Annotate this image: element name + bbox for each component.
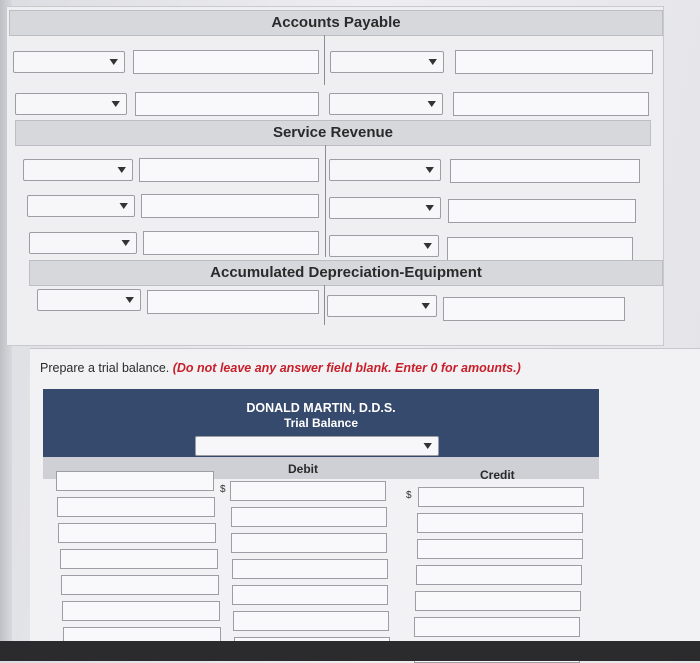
ap-debit-account-select-1[interactable] bbox=[13, 51, 125, 73]
sr-debit-amount-input-2[interactable] bbox=[141, 194, 319, 218]
chevron-down-icon: ▼ bbox=[425, 203, 434, 213]
ap-credit-account-select-2[interactable] bbox=[329, 93, 443, 115]
tb-account-input[interactable] bbox=[58, 523, 216, 543]
debit-column-header: Debit bbox=[288, 462, 318, 476]
currency-symbol: $ bbox=[220, 484, 226, 495]
ad-debit-account-select-1[interactable] bbox=[37, 289, 141, 311]
ap-debit-account-select-2[interactable] bbox=[15, 93, 127, 115]
sr-credit-amount-input-1[interactable] bbox=[450, 159, 640, 183]
tb-account-input[interactable] bbox=[56, 471, 214, 491]
sr-debit-account-select-3[interactable] bbox=[29, 232, 137, 254]
instructions-note: (Do not leave any answer field blank. Enter 0 for amounts.) bbox=[172, 361, 521, 375]
tb-account-input[interactable] bbox=[62, 601, 220, 621]
sr-debit-account-select-1[interactable] bbox=[23, 159, 133, 181]
tb-credit-input[interactable] bbox=[414, 617, 580, 637]
sr-debit-account-select-2[interactable] bbox=[27, 195, 135, 217]
chevron-down-icon: ▼ bbox=[121, 238, 130, 248]
credit-column-header: Credit bbox=[480, 468, 515, 482]
t-account-divider bbox=[325, 145, 326, 257]
chevron-down-icon: ▼ bbox=[427, 99, 436, 109]
sr-credit-amount-input-3[interactable] bbox=[447, 237, 633, 261]
statement-title: Trial Balance bbox=[283, 416, 359, 430]
sr-credit-account-select-3[interactable] bbox=[329, 235, 439, 257]
ad-credit-account-select-1[interactable] bbox=[327, 295, 437, 317]
chevron-down-icon: ▼ bbox=[117, 165, 126, 175]
chevron-down-icon: ▼ bbox=[428, 57, 437, 67]
tb-account-input[interactable] bbox=[60, 549, 218, 569]
sr-credit-account-select-2[interactable] bbox=[329, 197, 441, 219]
instructions-prompt: Prepare a trial balance. bbox=[40, 361, 170, 375]
chevron-down-icon: ▼ bbox=[125, 295, 134, 305]
tb-account-input[interactable] bbox=[61, 575, 219, 595]
t-account-ledger bbox=[6, 6, 664, 346]
chevron-down-icon: ▼ bbox=[423, 441, 432, 451]
trial-balance-section bbox=[30, 348, 700, 642]
tb-credit-input[interactable] bbox=[415, 591, 581, 611]
chevron-down-icon: ▼ bbox=[109, 57, 118, 67]
tb-credit-input[interactable] bbox=[416, 565, 582, 585]
ap-debit-amount-input-1[interactable] bbox=[133, 50, 319, 74]
tb-credit-input[interactable] bbox=[417, 513, 583, 533]
tb-debit-input[interactable] bbox=[230, 481, 386, 501]
sr-debit-amount-input-1[interactable] bbox=[139, 158, 319, 182]
chevron-down-icon: ▼ bbox=[425, 165, 434, 175]
tb-credit-input[interactable] bbox=[418, 487, 584, 507]
ad-debit-amount-input-1[interactable] bbox=[147, 290, 319, 314]
currency-symbol: $ bbox=[406, 490, 412, 501]
ap-credit-amount-input-1[interactable] bbox=[455, 50, 653, 74]
tb-account-input[interactable] bbox=[57, 497, 215, 517]
chevron-down-icon: ▼ bbox=[423, 241, 432, 251]
chevron-down-icon: ▼ bbox=[119, 201, 128, 211]
date-select[interactable] bbox=[195, 436, 439, 456]
tb-debit-input[interactable] bbox=[233, 611, 389, 631]
tb-debit-input[interactable] bbox=[232, 559, 388, 579]
chevron-down-icon: ▼ bbox=[421, 301, 430, 311]
t-account-divider bbox=[324, 285, 325, 325]
ap-credit-amount-input-2[interactable] bbox=[453, 92, 649, 116]
t-account-divider bbox=[324, 35, 325, 85]
account-header-accumulated-depreciation: Accumulated Depreciation-Equipment bbox=[29, 260, 663, 286]
ad-credit-amount-input-1[interactable] bbox=[443, 297, 625, 321]
account-header-accounts-payable: Accounts Payable bbox=[9, 10, 663, 36]
chevron-down-icon: ▼ bbox=[111, 99, 120, 109]
instructions-text bbox=[40, 361, 521, 375]
tb-debit-input[interactable] bbox=[231, 533, 387, 553]
tb-credit-input[interactable] bbox=[417, 539, 583, 559]
sr-debit-amount-input-3[interactable] bbox=[143, 231, 319, 255]
ap-credit-account-select-1[interactable] bbox=[330, 51, 444, 73]
tb-debit-input[interactable] bbox=[231, 507, 387, 527]
company-name: DONALD MARTIN, D.D.S. bbox=[246, 401, 396, 415]
sr-credit-account-select-1[interactable] bbox=[329, 159, 441, 181]
tb-debit-input[interactable] bbox=[232, 585, 388, 605]
account-header-service-revenue: Service Revenue bbox=[15, 120, 651, 146]
ap-debit-amount-input-2[interactable] bbox=[135, 92, 319, 116]
screen-bottom-edge bbox=[0, 641, 700, 661]
trial-balance-header-banner bbox=[43, 389, 599, 457]
sr-credit-amount-input-2[interactable] bbox=[448, 199, 636, 223]
